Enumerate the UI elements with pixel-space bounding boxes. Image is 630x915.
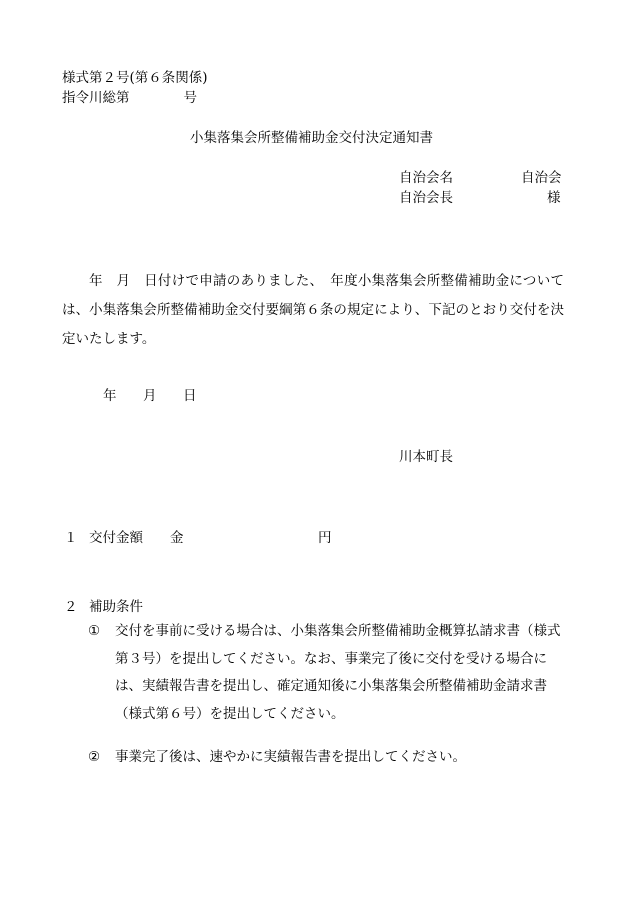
association-head-label: 自治会長 [399, 190, 453, 206]
amount-prefix: 金 [170, 530, 184, 546]
condition-text: 交付を事前に受ける場合は、小集落集会所整備補助金概算払請求書（様式第３号）を提出してください。なお、事業完了後に交付を受ける場合には、実績報告書を提出し、確定通知後に小集落集会所整備補助金請求書（様式第６号）を提出してください。 [115, 623, 561, 722]
amount-unit: 円 [318, 530, 332, 546]
section-1-number: １ [64, 530, 78, 546]
condition-text: 事業完了後は、速やかに実績報告書を提出してください。 [115, 749, 466, 765]
condition-marker: ① [88, 623, 101, 639]
form-reference: 様式第２号(第６条関係) [62, 70, 208, 86]
association-name-label: 自治会名 [399, 170, 453, 186]
document-title: 小集落集会所整備補助金交付決定通知書 [190, 130, 433, 146]
honorific: 様 [547, 190, 561, 206]
section-1-label: 交付金額 [89, 530, 143, 546]
date-day: 日 [183, 388, 197, 404]
document-number: 指令川総第 号 [62, 90, 197, 106]
date-month: 月 [143, 388, 157, 404]
date-year: 年 [103, 388, 117, 404]
condition-item [88, 618, 563, 730]
issuer: 川本町長 [399, 449, 453, 465]
body-paragraph: 年 月 日付けで申請のありました、 年度小集落集会所整備補助金については、小集落集会所整備補助金交付要綱第６条の規定により、下記のとおり交付を決定いたします。 [62, 273, 564, 347]
condition-marker: ② [88, 749, 101, 765]
section-2-number: ２ [64, 599, 78, 615]
association-suffix: 自治会 [521, 170, 562, 186]
condition-item [88, 744, 563, 772]
section-2-label: 補助条件 [89, 599, 143, 615]
